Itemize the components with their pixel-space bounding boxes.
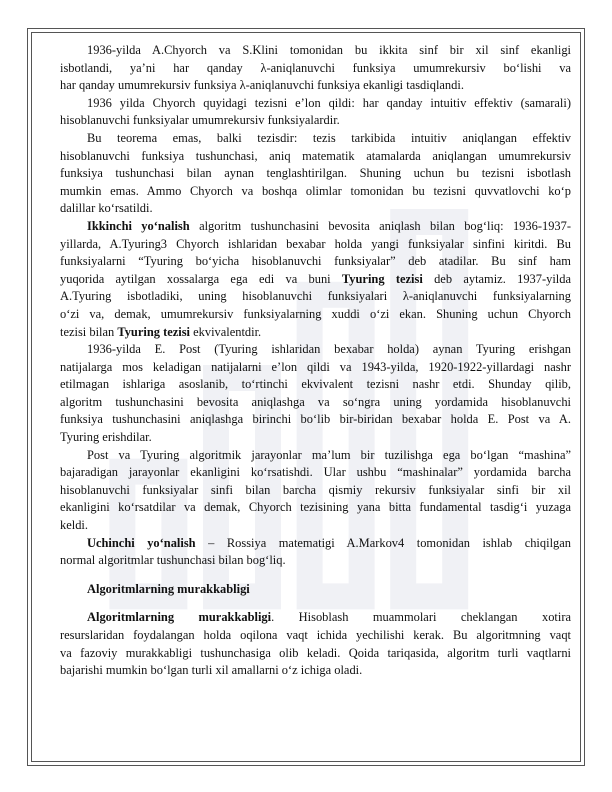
text-line: yillarda, A.Tyuring3 Chyorch ishlaridan bexabar holda yangi funksiyalar sinfini kiritdi. Bu [60,236,571,251]
paragraph [60,341,571,447]
text-line: Ikkinchi yo‘nalish algoritm tushunchasini bevosita aniqlash bilan bog‘liq: 1936-1937- [87,218,571,233]
text-line: Uchinchi yo‘nalish – Rossiya matematigi A.Markov4 tomonidan ishlab chiqilgan [87,535,571,550]
text-line: Bu teorema emas, balki tezisdir: tezis tarkibida intuitiv aniqlangan effektiv [87,130,571,145]
text-line: isbotlandi, ya’ni har qanday λ-aniqlanuvchi funksiya umumrekursiv bo‘lishi va [60,60,571,75]
text-line: tezisi bilan Tyuring tezisi ekvivalentdir. [60,324,262,339]
text-line: hisoblanuvchi funksiya tushunchasi, aniq matematik atamalarda aniqlangan umumrekursiv [60,148,571,163]
text-line: keldi. [60,518,88,533]
paragraph [60,130,571,218]
text-line: A.Tyuring isbotladiki, uning hisoblanuvchi funksiyalari λ-aniqlanuvchi funksiyalarning [60,289,571,304]
text-line: funksiya tushunchasini aniqlashga birinchi bo‘lib bir-biridan bexabar holda E. Post va A. [60,412,571,427]
text-line: ekanligini ko‘rsatdilar va demak, Chyorch tezisining yana bitta fundamental tasdig‘i yuzaga [60,500,571,515]
document-body [60,42,571,680]
text-line: o‘zi va, demak, umumrekursiv funksiyalarning xuddi o‘zi ekan. Shuning uchun Chyorch [60,306,571,321]
text-line: etilmagan ishlariga asoslanib, to‘rtinchi ekvivalent tezisni nashr etdi. Shunday qilib, [60,377,571,392]
paragraph [60,42,571,95]
paragraph [60,609,571,679]
text-line: 1936 yilda Chyorch quyidagi tezisni e’lon qildi: har qanday intuitiv effektiv (samarali) [87,95,571,110]
text-line: yuqorida aytilgan xossalarga ega edi va buni Tyuring tezisi deb aytamiz. 1937-yilda [60,271,571,286]
text-line: natijalarga mos keladigan natijalarni e’lon qildi va 1943-yilda, 1920-1922-yillardagi nashr [60,359,571,374]
text-line: hisoblanuvchi funksiyalar sinfi bilan barcha qismiy rekursiv funksiyalar sinfi bir xil [60,482,571,497]
text-line: Algoritmlarning murakkabligi. Hisoblash muammolari cheklangan xotira [87,610,571,625]
text-line: Post va Tyuring algoritmik jarayonlar ma’lum bir tuzilishga ega bo‘lgan “mashina” [87,447,571,462]
text-line: normal algoritmlar tushunchasi bilan bog‘liq. [60,553,286,568]
text-line: resurslaridan foydalangan holda oqilona vaqt ichida yechilishi kerak. Bu algoritmning vaqt [60,628,571,642]
section-heading: Algoritmlarning murakkabligi [87,581,250,596]
text-line: va fazoviy murakkabligi tushunchasiga olib keladi. Qoida tariqasida, algoritm turli vaqtlarni [60,645,571,660]
text-line: Tyuring erishdilar. [60,430,152,445]
text-line: funksiya tushunchasi bilan aynan tenglashtirilgan. Shuning uchun bu tezisni isbotlash [60,166,571,181]
text-line: mumkin emas. Ammo Chyorch va boshqa olimlar tomonidan bu tezisni quvvatlovchi ko‘p [60,183,571,198]
paragraph [60,95,571,130]
paragraph [60,535,571,570]
text-line: bajarishi mumkin bo‘lgan turli xil amallarni o‘z ichiga oladi. [60,663,363,678]
text-line: 1936-yilda E. Post (Tyuring ishlaridan bexabar holda) aynan Tyuring erishgan [87,342,571,357]
paragraph [60,447,571,535]
text-line: har qanday umumrekursiv funksiya λ-aniqlanuvchi funksiya ekanligi tasdiqlandi. [60,78,464,93]
text-line: bajaradigan jarayonlar ekanligini ko‘rsatishdi. Ular ushbu “mashinalar” yordamida barcha [60,465,571,480]
text-line: 1936-yilda A.Chyorch va S.Klini tomonidan bu ikkita sinf bir xil sinf ekanligi [87,43,571,57]
text-line: funksiyalarni “Tyuring bo‘yicha hisoblanuvchi funksiyalar” deb atadilar. Bu sinf ham [60,254,571,269]
paragraph [60,218,571,341]
text-line: algoritm tushunchasini bevosita aniqlashga va so‘ngra uning yordamida hisoblanuvchi [60,394,571,409]
text-line: dalillar ko‘rsatildi. [60,201,153,216]
text-line: hisoblanuvchi funksiyalar umumrekursiv funksiyalardir. [60,113,340,128]
